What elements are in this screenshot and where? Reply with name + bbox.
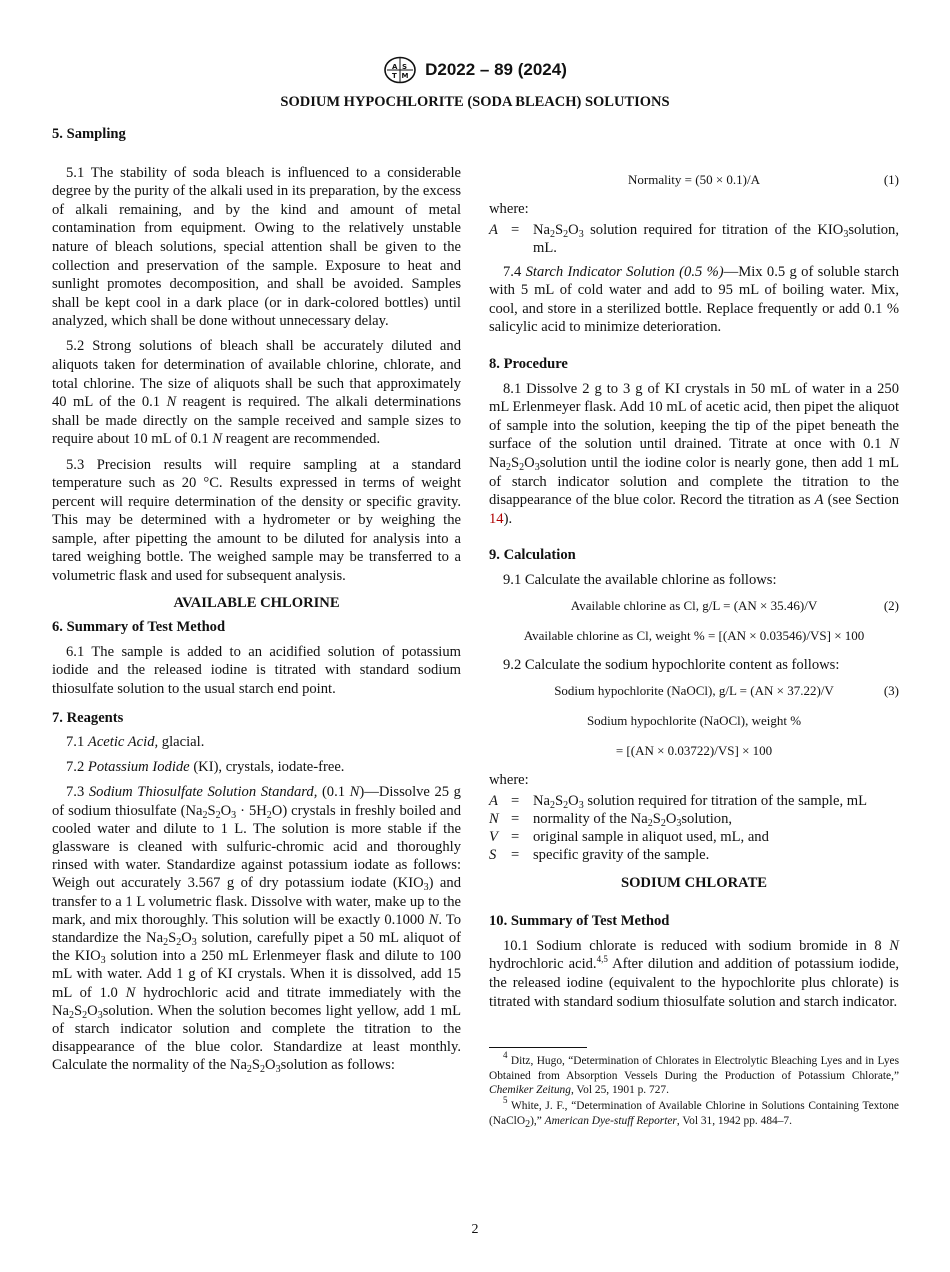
svg-text:M: M: [401, 72, 409, 80]
equation-3: Sodium hypochlorite (NaOCl), g/L = (AN × 37.22)/V (3): [554, 683, 899, 699]
section-8-heading: 8. Procedure: [489, 355, 568, 372]
page-number: 2: [471, 1222, 479, 1237]
section-5-heading: 5. Sampling: [52, 126, 126, 142]
definition-a-2: A = $Na_2S_2O_3$ solution required for titration of the sample, mL: [489, 792, 868, 811]
section-6-heading: 6. Summary of Test Method: [52, 619, 226, 636]
section-7-heading: 7. Reagents: [52, 709, 124, 726]
equation-1: Normality = (50 × 0.1)/A (1): [627, 172, 899, 187]
standard-designation: D2022 – 89 (2024): [425, 60, 567, 79]
svg-text:S: S: [402, 63, 408, 71]
para-7-4: 7.4 Starch Indicator Solution (0.5 %)—Mix 0.5 g of soluble starch with 5 mL of cold water and add to 95 mL of boiling water. Mix, cool, and store in a sterilized bottle. Replace frequently or add 0.1 % salicylic acid to minimize deterioration.: [489, 263, 899, 336]
available-chlorine-heading: AVAILABLE CHLORINE: [173, 594, 340, 611]
para-5-2: 5.2 Strong solutions of bleach shall be accurately diluted and aliquots taken for determination of available chlorine, chlorate, and total chlorine. The size of aliquots shall be such that approximately 40 mL of the 0.1 N reagent is required. The alkali determinations shall be made directly on the sample received and sample sizes to require about 10 mL of 0.1 N reagent are recommended.: [52, 338, 462, 448]
para-5-1: 5.1 The stability of soda bleach is influenced to a considerable degree by the purity of the alkali used in its preparation, by the excess of alkali remaining, and by the kind and amount of metal contamination from equipment. Owing to the relatively unstable nature of bleach solutions, special attention shall be given to the collection and preservation of the sample. Exposure to heat and sunlight promotes decomposition, and shall be avoided. Samples shall be kept cool in a dark place (or in dark-colored bottles) until analyzed, which shall be done without unnecessary delay.: [52, 164, 461, 330]
equation-2: Available chlorine as Cl, g/L = (AN × 35.46)/V (2): [570, 598, 899, 613]
page-subtitle: SODIUM HYPOCHLORITE (SODA BLEACH) SOLUTIONS: [280, 94, 670, 110]
equation-3b: Sodium hypochlorite (NaOCl), weight %: [586, 713, 802, 729]
left-column: [52, 125, 461, 1081]
svg-text:A: A: [392, 63, 398, 71]
definition-n: N = normality of the $Na_2S_2O_3solution$,: [489, 810, 733, 829]
para-7-3: 7.3 Sodium Thiosulfate Solution Standard, (0.1 N)—Dissolve 25 g of sodium thiosulfate $(Na_2S_2O_3 \cdot 5H_2O)$ crystals in freshly boiled and cooled water and dilute to 1 L. The solution is more stable if the glassware is cleaned with sulfuric-chromic acid and thoroughly rinsed with water. Standardize against potassium iodate as follows: Weigh out accurately 3.567 g of dry potassium iodate $(KIO_3)$ and transfer to a 1 L volumetric flask. Dissolve with water, make up to the mark, and mix thoroughly. This solution will be exactly 0.1000 N. To standardize the $Na_2S_2O_3$ solution, carefully pipet a 50 mL aliquot of the $KIO_3$ solution into a 250 mL Erlenmeyer flask and dilute to 100 mL with water. Add 1 g of KI crystals. When it is dissolved, add 15 mL of 1.0 N hydrochloric acid and titrate immediately with the $Na_2S_2O_3solution$. When the solution becomes light yellow, add 1 mL of starch indicator solution and complete the titration to the disappearance of the blue color. Standardize at least monthly. Calculate the normality of the $Na_2S_2O_3solution$ as follows:: [52, 784, 462, 1076]
sodium-chlorate-heading: SODIUM CHLORATE: [620, 874, 768, 891]
para-7-1: 7.1 Acetic Acid, glacial.: [66, 734, 205, 751]
document-header: [0, 56, 950, 84]
footnote-5: $^5$ White, J. F., “Determination of Available Chlorine in Solutions Containing Textone (NaClO$_2$),” American Dye-stuff Reporter, Vol 31, 1942 pp. 484–7.: [489, 1095, 899, 1130]
footnote-4: $^4$ Ditz, Hugo, “Determination of Chlorates in Electrolytic Bleaching Lyes and in Lyes Obtained from Absorption Vessels During the Production of Potassium Chlorate,” Chemiker Zeitung, Vol 25, 1901 p. 727.: [489, 1050, 899, 1097]
section-9-heading: 9. Calculation: [489, 547, 576, 564]
where-label-1: where:: [489, 201, 529, 217]
equation-3c: = [(AN × 0.03722)/VS] × 100: [615, 743, 773, 759]
definition-a-1: A = $Na_2S_2O_3$ solution required for titration of the $KIO_3solution$, mL.: [489, 221, 899, 256]
right-column: [489, 166, 899, 1129]
definition-v: V = original sample in aliquot used, mL, and: [489, 828, 769, 845]
svg-text:T: T: [392, 72, 397, 80]
section-10-heading: 10. Summary of Test Method: [489, 913, 670, 930]
where-label-2: where:: [489, 772, 529, 789]
para-6-1: 6.1 The sample is added to an acidified solution of potassium iodide and the released iodine is titrated with standard sodium thiosulfate solution to the usual starch end point.: [52, 643, 461, 698]
para-7-2: 7.2 Potassium Iodide (KI), crystals, iodate-free.: [66, 759, 345, 776]
para-9-2: 9.2 Calculate the sodium hypochlorite content as follows:: [503, 657, 840, 673]
definition-s: S = specific gravity of the sample.: [489, 846, 710, 863]
section-14-link[interactable]: 14: [489, 510, 504, 527]
para-8-1: 8.1 Dissolve 2 g to 3 g of KI crystals in 50 mL of water in a 250 mL Erlenmeyer flask. Add 10 mL of acetic acid, then pipet the aliquot of sample into the solution, keeping the tip of the pipet beneath the surface of the solution until drained. Titrate at once with 0.1 N $Na_2S_2O_3solution$ until the iodine color is nearly gone, then add 1 mL of starch indicator solution and complete the titration to the disappearance of the blue color. Record the titration as A (see Section 14).: [489, 380, 900, 527]
para-5-3: 5.3 Precision results will require sampling at a standard temperature such as 20 °C. Results expressed in terms of weight percent will require determination of the density or specific gravity. This may be determined with a hydrometer or by weighing the sample, after pipetting the amount to be diluted for analysis into a tared weighing bottle. The weighed sample may be transferred to a volumetric flask and used for subsequent analysis.: [52, 456, 461, 585]
para-9-1: 9.1 Calculate the available chlorine as follows:: [503, 571, 777, 588]
para-10-1: 10.1 Sodium chlorate is reduced with sodium bromide in 8 N hydrochloric acid.$^{4,5}$ After dilution and addition of potassium iodide, the released iodine (equivalent to the hypochlorite plus chlorate) is titrated with standard sodium thiosulfate solution and starch indicator.: [489, 937, 899, 1010]
footnote-ref-4-5[interactable]: 4,5: [596, 954, 608, 965]
footnote-divider: [489, 1047, 587, 1048]
astm-logo: [383, 56, 417, 84]
equation-2b: Available chlorine as Cl, weight % = [(AN × 0.03546)/VS] × 100: [523, 628, 865, 643]
